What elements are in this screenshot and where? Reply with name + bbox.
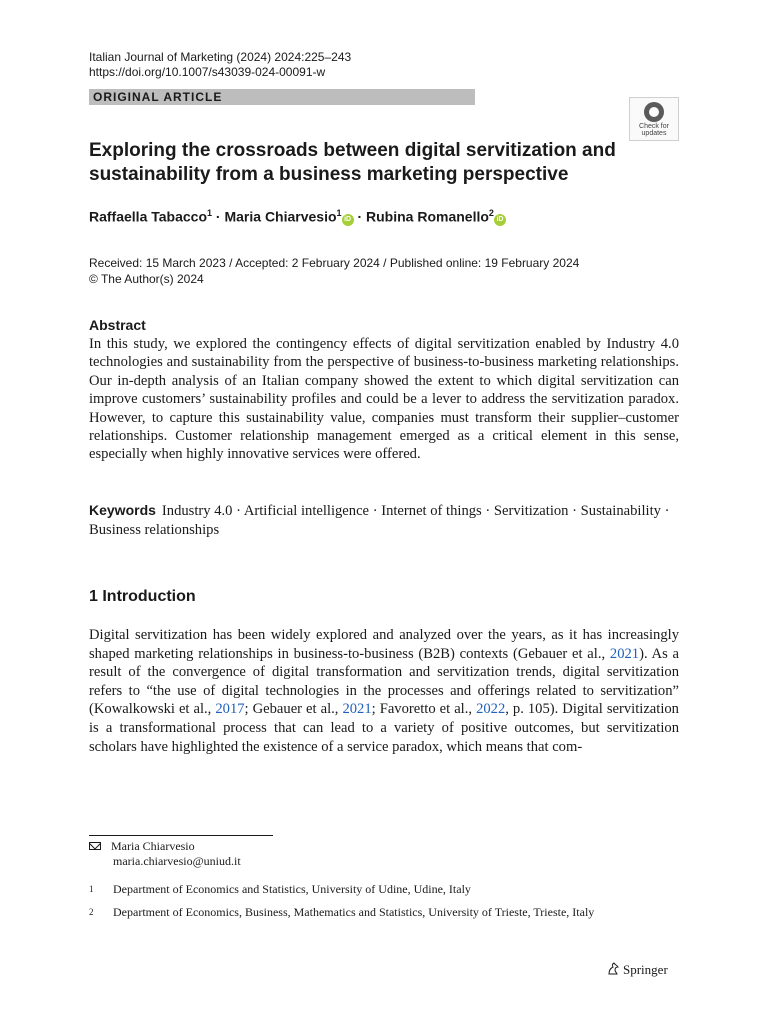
corresponding-author-name: Maria Chiarvesio (111, 839, 195, 853)
citation-link[interactable]: 2022 (476, 701, 506, 718)
affiliation-text: Department of Economics, Business, Mathematics and Statistics, University of Trieste, Trieste, Italy (113, 905, 595, 919)
dates-line: Received: 15 March 2023 / Accepted: 2 February 2024 / Published online: 19 February 2024 (89, 256, 580, 270)
copyright-line: © The Author(s) 2024 (89, 272, 204, 286)
affiliation (89, 882, 613, 900)
affiliation-number: 1 (89, 884, 94, 894)
keyword-separator: · (568, 503, 581, 519)
orcid-icon[interactable]: iD (494, 214, 506, 226)
footnote-divider (89, 835, 273, 836)
journal-header (89, 50, 351, 80)
author-name: Maria Chiarvesio (224, 208, 337, 225)
intro-text-segment: ; Favoretto et al., (371, 701, 477, 718)
springer-horse-icon (606, 962, 620, 976)
author-separator: · (212, 208, 225, 225)
author-separator: · (353, 208, 367, 225)
introduction-text (89, 626, 679, 756)
intro-text-segment: ; Gebauer et al., (244, 701, 343, 718)
keyword-item: Business relationships (89, 522, 220, 538)
envelope-icon (89, 842, 101, 850)
author-affiliation-mark: 2 (488, 208, 494, 218)
publisher-logo (606, 962, 668, 978)
intro-text-segment: , p. 105). Digital servitization is a transformational process that can lead to a variety of positive outcomes, but servitization scholars have highlighted the existence of a service paradox, which means that com- (89, 701, 679, 755)
abstract-text: In this study, we explored the contingency effects of digital servitization enabled by Industry 4.0 technologies and sustainability from the perspective of business-to-business marketing relationships. Our in-depth analysis of an Italian company showed the extent to which digital servitization can improve customers’ sustainability profiles and could be a lever to address the servitization paradox. However, to capture this sustainability value, companies must transform their supplier–customer relationships. Customer relationship management emerged as a critical element in this sense, especially when highly innovative services were offered. (89, 336, 679, 463)
doi-link[interactable]: https://doi.org/10.1007/s43039-024-00091-w (89, 65, 326, 79)
citation-link[interactable]: 2021 (342, 701, 372, 718)
article-title: Exploring the crossroads between digital servitization and sustainability from a business marketing perspective (89, 140, 616, 185)
author-list (89, 208, 506, 226)
author-affiliation-mark: 1 (207, 208, 213, 218)
check-for-updates-label-1: Check for (639, 123, 669, 130)
article-type-banner: ORIGINAL ARTICLE (89, 89, 475, 105)
affiliation-text: Department of Economics and Statistics, University of Udine, Udine, Italy (113, 882, 471, 896)
keyword-item: Servitization (493, 503, 569, 519)
intro-text-segment: ). As a result of the convergence of digital transformation and servitization trends, digital servitization refers to “the use of digital technologies in the processes and offerings related to servitization” (Kowalkowski et al., (89, 645, 679, 718)
keyword-item: Internet of things (381, 503, 482, 519)
journal-citation: Italian Journal of Marketing (2024) 2024:225–243 (89, 50, 352, 64)
citation-link[interactable]: 2017 (215, 701, 245, 718)
orcid-icon[interactable]: iD (342, 214, 354, 226)
check-for-updates-button[interactable] (629, 97, 679, 141)
corresponding-author (89, 839, 241, 869)
introduction-heading: 1 Introduction (89, 588, 196, 605)
keywords (89, 501, 679, 540)
intro-text-segment: Digital servitization has been widely explored and analyzed over the years, as it has increasingly shaped marketing relationships in business-to-business (B2B) contexts (Gebauer et al., (89, 627, 679, 662)
publication-dates (89, 255, 579, 287)
keyword-separator: · (232, 503, 244, 519)
keyword-separator: · (481, 503, 494, 519)
keywords-label: Keywords (89, 502, 156, 518)
abstract-heading: Abstract (89, 317, 146, 333)
affiliation (89, 905, 613, 923)
keyword-item: Artificial intelligence (243, 503, 370, 519)
author-affiliation-mark: 1 (336, 208, 342, 218)
keyword-item: Industry 4.0 (161, 503, 233, 519)
check-for-updates-icon (644, 102, 664, 122)
corresponding-author-email[interactable]: maria.chiarvesio@uniud.it (113, 854, 241, 868)
keyword-separator: · (369, 503, 382, 519)
citation-link[interactable]: 2021 (609, 645, 640, 662)
keyword-item: Sustainability (580, 503, 661, 519)
author-name: Raffaella Tabacco (89, 208, 208, 225)
author-name: Rubina Romanello (366, 208, 489, 225)
check-for-updates-label-2: updates (641, 130, 667, 137)
publisher-name: Springer (623, 962, 668, 977)
affiliation-number: 2 (89, 907, 94, 917)
keyword-separator: · (660, 503, 670, 519)
